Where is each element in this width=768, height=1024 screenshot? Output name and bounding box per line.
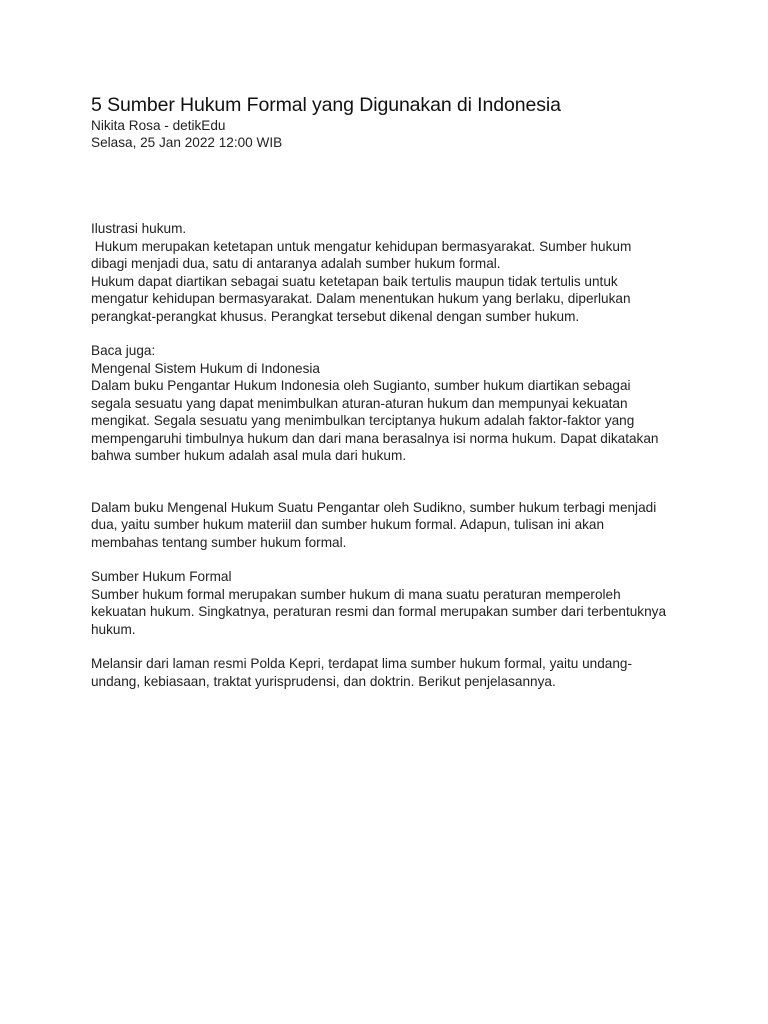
text-line: Melansir dari laman resmi Polda Kepri, terdapat lima sumber hukum formal, yaitu undang- (91, 656, 632, 672)
read-also-label: Baca juga: (91, 343, 156, 359)
article-date: Selasa, 25 Jan 2022 12:00 WIB (91, 135, 283, 151)
text-line: dibagi menjadi dua, satu di antaranya adalah sumber hukum formal. (91, 256, 501, 272)
paragraph-division (91, 499, 691, 552)
text-line: dua, yaitu sumber hukum materiil dan sumber hukum formal. Adapun, tulisan ini akan (91, 517, 605, 533)
text-line: Hukum merupakan ketetapan untuk mengatur kehidupan bermasyarakat. Sumber hukum (91, 238, 632, 254)
text-line: perangkat-perangkat khusus. Perangkat tersebut dikenal dengan sumber hukum. (91, 308, 580, 324)
text-line: hukum. (91, 621, 136, 637)
text-line: Dalam buku Pengantar Hukum Indonesia oleh Sugianto, sumber hukum diartikan sebagai (91, 378, 631, 394)
text-line: Sumber hukum formal merupakan sumber hukum di mana suatu peraturan memperoleh (91, 586, 621, 602)
section-heading: Sumber Hukum Formal (91, 569, 232, 585)
document-page (91, 93, 691, 690)
text-line: Hukum dapat diartikan sebagai suatu ketetapan baik tertulis maupun tidak tertulis untuk (91, 273, 618, 289)
text-line: mempengaruhi timbulnya hukum dan dari mana berasalnya isi norma hukum. Dapat dikatakan (91, 430, 659, 446)
text-line: membahas tentang sumber hukum formal. (91, 534, 347, 550)
text-line: kekuatan hukum. Singkatnya, peraturan resmi dan formal merupakan sumber dari terbentuknya (91, 604, 667, 620)
text-line: mengatur kehidupan bermasyarakat. Dalam menentukan hukum yang berlaku, diperlukan (91, 291, 631, 307)
text-line: bahwa sumber hukum adalah asal mula dari hukum. (91, 448, 407, 464)
text-line: Ilustrasi hukum. (91, 221, 187, 237)
text-line: segala sesuatu yang dapat menimbulkan aturan-aturan hukum dan mempunyai kekuatan (91, 395, 628, 411)
paragraph-definition (91, 342, 691, 465)
paragraph-formal-source (91, 568, 691, 638)
text-line: mengikat. Segala sesuatu yang menimbulkan terciptanya hukum adalah faktor-faktor yang (91, 413, 635, 429)
article-byline: Nikita Rosa - detikEdu (91, 118, 226, 133)
article-title: 5 Sumber Hukum Formal yang Digunakan di Indonesia (91, 94, 561, 116)
paragraph-five-sources (91, 655, 691, 690)
text-line: Dalam buku Mengenal Hukum Suatu Pengantar oleh Sudikno, sumber hukum terbagi menjadi (91, 499, 657, 515)
article-meta (91, 117, 691, 151)
read-also-link[interactable]: Mengenal Sistem Hukum di Indonesia (91, 360, 320, 376)
text-line: undang, kebiasaan, traktat yurisprudensi, dan doktrin. Berikut penjelasannya. (91, 673, 556, 689)
paragraph-intro (91, 220, 691, 325)
